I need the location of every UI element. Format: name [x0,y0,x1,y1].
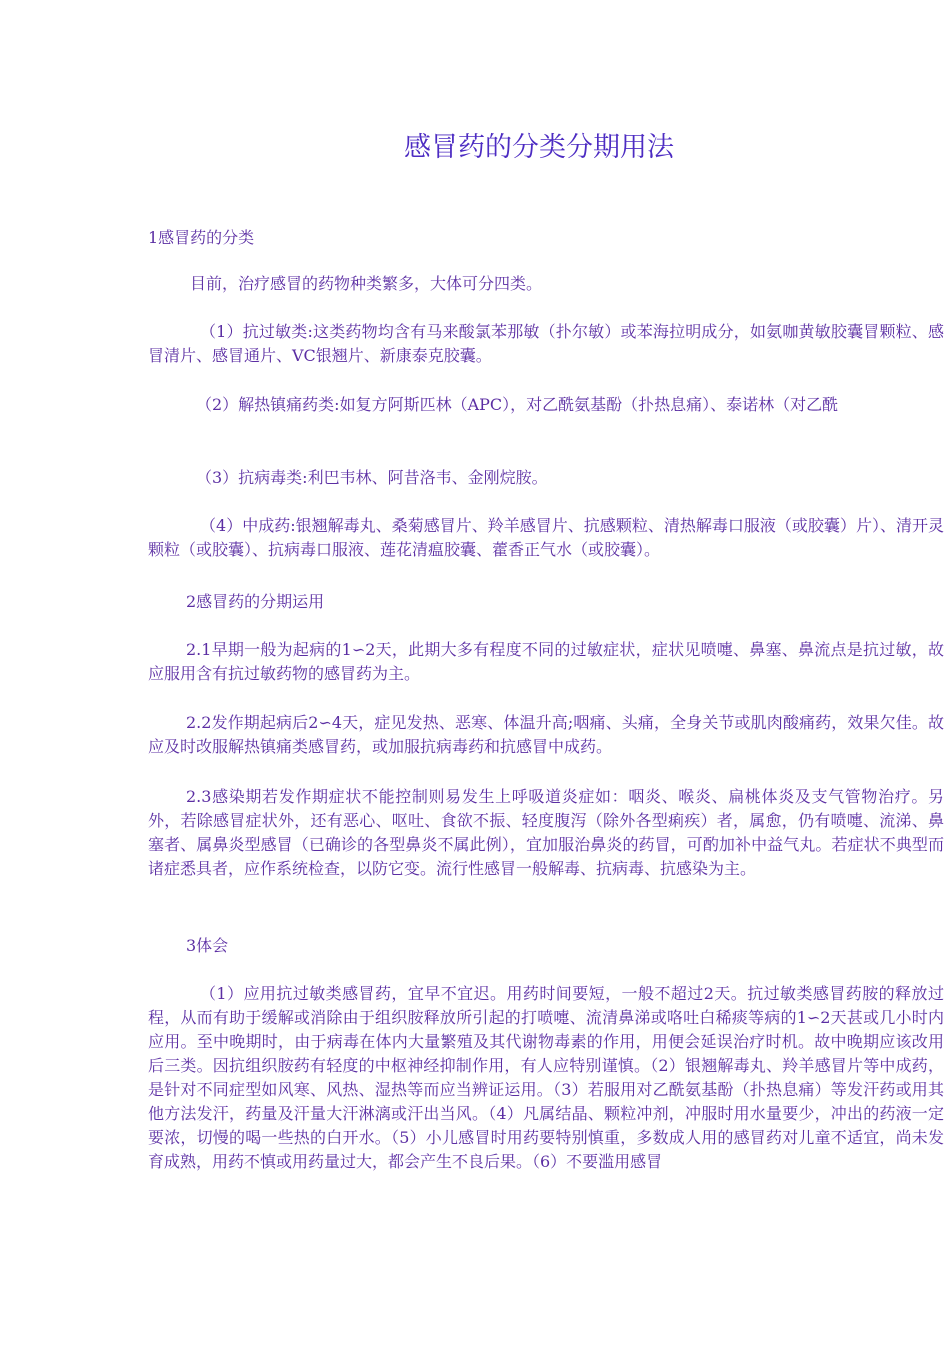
section-3-heading: 3体会 [186,936,229,955]
section-2-paragraph-3: 2.3感染期若发作期症状不能控制则易发生上呼吸道炎症如：咽炎、喉炎、扁桃体炎及支气管物治疗。另外，若除感冒症状外，还有恶心、呕吐、食欲不振、轻度腹泻（除外各型痢疾）者，属愈，仍有喷嚏、流涕、鼻塞者、属鼻炎型感冒（已确诊的各型鼻炎不属此例），宜加服治鼻炎的药冒，可酌加补中益气丸。若症状不典型而诸症悉具者，应作系统检查，以防它变。流行性感冒一般解毒、抗病毒、抗感染为主。 [148,787,944,878]
section-1-intro: 目前，治疗感冒的药物种类繁多，大体可分四类。 [190,274,543,293]
section-1-heading: 1感冒药的分类 [148,228,255,247]
section-2-paragraph-2: 2.2发作期起病后2∽4天，症见发热、恶寒、体温升高;咽痛、头痛，全身关节或肌肉酸痛药，效果欠佳。故应及时改服解热镇痛类感冒药，或加服抗病毒药和抗感冒中成药。 [148,713,944,756]
section-1-paragraph-3: （3）抗病毒类:利巴韦林、阿昔洛韦、金刚烷胺。 [196,468,548,487]
section-1-paragraph-4: （4）中成药:银翘解毒丸、桑菊感冒片、羚羊感冒片、抗感颗粒、清热解毒口服液（或胶囊）片）、清开灵颗粒（或胶囊）、抗病毒口服液、莲花清瘟胶囊、藿香正气水（或胶囊）。 [148,516,944,559]
section-1-paragraph-1: （1）抗过敏类:这类药物均含有马来酸氯苯那敏（扑尔敏）或苯海拉明成分，如氨咖黄敏胶囊冒颗粒、感冒清片、感冒通片、VC银翘片、新康泰克胶囊。 [148,322,944,365]
section-2-heading: 2感冒药的分期运用 [186,592,325,611]
document-title: 感冒药的分类分期用法 [404,132,674,163]
section-2-paragraph-1: 2.1早期一般为起病的1∽2天，此期大多有程度不同的过敏症状，症状见喷嚏、鼻塞、鼻流点是抗过敏，故应服用含有抗过敏药物的感冒药为主。 [148,640,944,683]
section-3-paragraph-1: （1）应用抗过敏类感冒药，宜早不宜迟。用药时间要短，一般不超过2天。抗过敏类感冒药胺的释放过程，从而有助于缓解或消除由于组织胺释放所引起的打喷嚏、流清鼻涕或咯吐白稀痰等病的1∽2天甚或几小时内应用。至中晚期时，由于病毒在体内大量繁殖及其代谢物毒素的作用，用便会延误治疗时机。故中晚期应该改用后三类。因抗组织胺药有轻度的中枢神经抑制作用，有人应特别谨慎。（2）银翘解毒丸、羚羊感冒片等中成药，是针对不同症型如风寒、风热、湿热等而应当辨证运用。（3）若服用对乙酰氨基酚（扑热息痛）等发汗药或用其他方法发汗，药量及汗量大汗淋漓或汗出当风。（4）凡属结晶、颗粒冲剂，冲服时用水量要少，冲出的药液一定要浓，切慢的喝一些热的白开水。（5）小儿感冒时用药要特别慎重，多数成人用的感冒药对儿童不适宜，尚未发育成熟，用药不慎或用药量过大，都会产生不良后果。（6）不要滥用感冒 [148,984,944,1171]
section-1-paragraph-2: （2）解热镇痛药类:如复方阿斯匹林（APC），对乙酰氨基酚（扑热息痛）、泰诺林（对乙酰 [196,395,839,414]
